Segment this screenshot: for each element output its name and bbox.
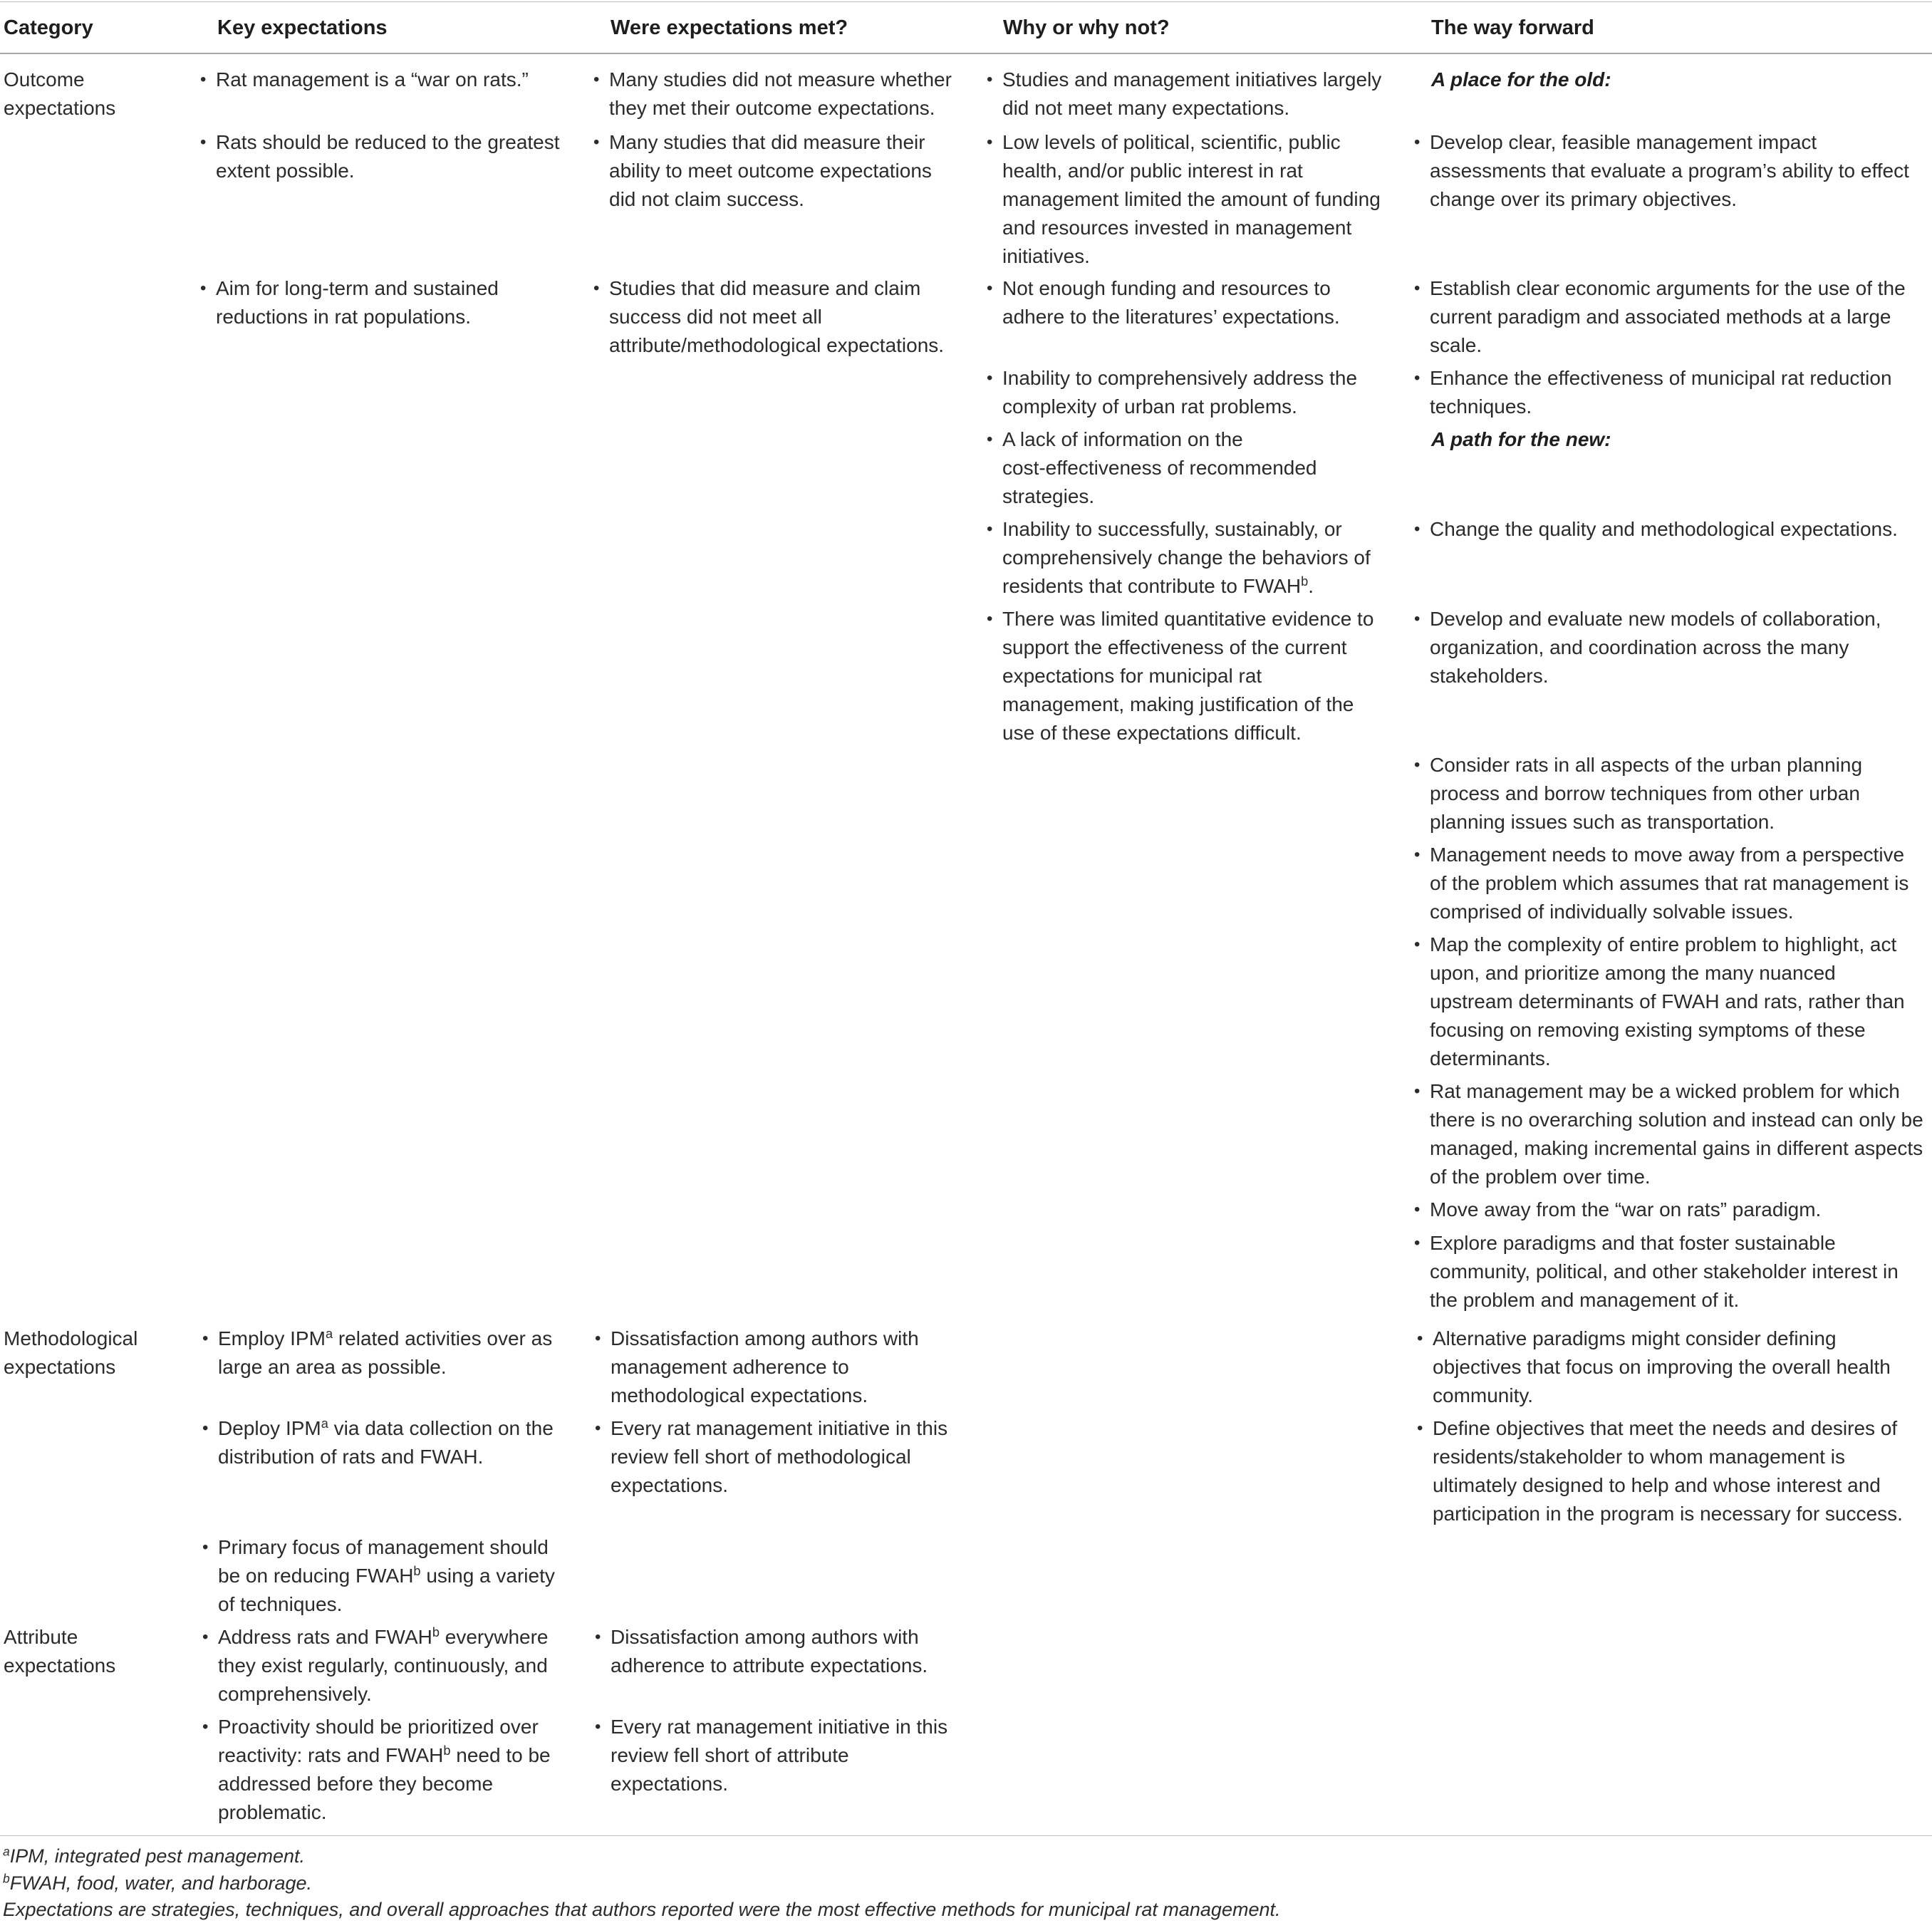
key-expectation-item: • Proactivity should be prioritized over reactivity: rats and FWAH$^b$ need to be addressed before they become problematic. [218,1713,551,1827]
way-forward-item: • Management needs to move away from a perspective of the problem which assumes that rat management is comprised of individually solvable issues. [1430,841,1908,926]
bullet-icon: • [1417,1329,1423,1348]
category-methodological: Methodological expectations [4,1327,138,1378]
bullet-icon: • [595,1419,601,1438]
key-expectation-item: • Rat management is a “war on rats.” [216,66,529,94]
bullet-icon: • [1414,279,1421,298]
way-forward-item: • Develop clear, feasible management impact assessments that evaluate a program’s ability to effect change over its primary objectives. [1430,128,1909,214]
why-item: • A lack of information on the cost-effectiveness of recommended strategies. [1002,425,1316,511]
bullet-icon: • [1414,133,1421,152]
way-forward-item: • Consider rats in all aspects of the urban planning process and borrow techniques from other urban planning issues such as transportation. [1430,751,1862,836]
bullet-icon: • [1414,1233,1421,1253]
bullet-icon: • [987,133,993,152]
why-item: • There was limited quantitative evidence to support the effectiveness of the current expectations for municipal rat management, making justification of the use of these expectations difficult. [1002,605,1373,747]
key-expectation-item: • Aim for long-term and sustained reductions in rat populations. [216,274,499,331]
header-category: Category [4,16,93,39]
bullet-icon: • [202,1329,209,1348]
bullet-icon: • [987,368,993,388]
bullet-icon: • [1414,609,1421,628]
expectation-met-item: • Many studies that did measure their ability to meet outcome expectations did not claim success. [609,128,932,214]
bullet-icon: • [1414,935,1421,954]
way-forward-item: • Move away from the “war on rats” paradigm. [1430,1196,1821,1224]
expectation-met-item: • Studies that did measure and claim success did not meet all attribute/methodological expectations. [609,274,944,360]
bullet-icon: • [1414,368,1421,388]
why-item: • Not enough funding and resources to adhere to the literatures’ expectations. [1002,274,1340,331]
header-key-expectations: Key expectations [217,16,388,39]
footnote-fwah: $^b$FWAH, food, water, and harborage. [3,1871,313,1894]
bullet-icon: • [595,1717,601,1736]
why-item: • Inability to comprehensively address the complexity of urban rat problems. [1002,364,1357,421]
bullet-icon: • [593,279,600,298]
key-expectation-item: • Address rats and FWAH$^b$ everywhere they exist regularly, continuously, and comprehensively. [218,1623,548,1709]
way-forward-item: • Develop and evaluate new models of collaboration, organization, and coordination across the many stakeholders. [1430,605,1881,690]
why-item: • Low levels of political, scientific, public health, and/or public interest in rat management limited the amount of funding and resources invested in management initiatives. [1002,128,1381,271]
bullet-icon: • [200,279,207,298]
expectation-met-item: • Every rat management initiative in this review fell short of methodological expectations. [611,1414,947,1500]
way-forward-item: • Rat management may be a wicked problem for which there is no overarching solution and instead can only be managed, making incremental gains in different aspects of the problem over time. [1430,1077,1923,1191]
key-expectation-item: • Employ IPM$^a$ related activities over as large an area as possible. [218,1325,552,1382]
bullet-icon: • [987,609,993,628]
header-way-forward: The way forward [1431,16,1594,39]
why-item: • Inability to successfully, sustainably, or comprehensively change the behaviors of residents that contribute to FWAH$^b$. [1002,515,1371,601]
bullet-icon: • [1414,1200,1421,1219]
header-expectations-met: Were expectations met? [611,16,848,39]
bullet-icon: • [200,133,207,152]
bullet-icon: • [1414,845,1421,864]
key-expectation-item: • Primary focus of management should be on reducing FWAH$^b$ using a variety of techniques. [218,1533,555,1619]
bullet-icon: • [987,279,993,298]
bullet-icon: • [1414,1082,1421,1101]
footnote-expectations-note: Expectations are strategies, techniques, and overall approaches that authors reported were the most effective methods for municipal rat management. [3,1899,1281,1920]
category-attribute: Attribute expectations [4,1626,116,1676]
bullet-icon: • [593,133,600,152]
bullet-icon: • [1414,755,1421,774]
expectation-met-item: • Many studies did not measure whether they met their outcome expectations. [609,66,952,123]
way-forward-new-heading: A path for the new: [1431,428,1611,450]
bullet-icon: • [202,1627,209,1647]
way-forward-old-heading: A place for the old: [1431,68,1611,90]
category-outcome: Outcome expectations [4,68,116,119]
bullet-icon: • [202,1419,209,1438]
bullet-icon: • [1414,519,1421,539]
bullet-icon: • [595,1329,601,1348]
bullet-icon: • [1417,1419,1423,1438]
expectation-met-item: • Dissatisfaction among authors with adherence to attribute expectations. [611,1623,928,1680]
bullet-icon: • [200,70,207,89]
why-item: • Studies and management initiatives largely did not meet many expectations. [1002,66,1381,123]
header-why: Why or why not? [1003,16,1170,39]
header-bottom-rule [0,53,1932,54]
bullet-icon: • [987,70,993,89]
bullet-icon: • [987,430,993,449]
way-forward-item: • Map the complexity of entire problem to highlight, act upon, and prioritize among the many nuanced upstream determinants of FWAH and rats, rather than focusing on removing existing symptoms of these determinants. [1430,931,1905,1073]
expectation-met-item: • Dissatisfaction among authors with management adherence to methodological expectations. [611,1325,919,1410]
expectation-met-item: • Every rat management initiative in this review fell short of attribute expectations. [611,1713,947,1798]
footnote-ipm: $^a$IPM, integrated pest management. [3,1844,305,1867]
way-forward-item: • Define objectives that meet the needs and desires of residents/stakeholder to whom management is ultimately designed to help and whose interest and participation in the program is necessary for success. [1433,1414,1903,1528]
key-expectation-item: • Deploy IPM$^a$ via data collection on the distribution of rats and FWAH. [218,1414,554,1471]
way-forward-item: • Alternative paradigms might consider defining objectives that focus on improving the overall health community. [1433,1325,1891,1410]
bullet-icon: • [987,519,993,539]
bullet-icon: • [595,1627,601,1647]
key-expectation-item: • Rats should be reduced to the greatest extent possible. [216,128,560,185]
bullet-icon: • [202,1538,209,1557]
way-forward-item: • Establish clear economic arguments for the use of the current paradigm and associated methods at a large scale. [1430,274,1906,360]
way-forward-item: • Explore paradigms and that foster sustainable community, political, and other stakeholder interest in the problem and management of it. [1430,1229,1899,1315]
table-top-rule [0,1,1932,2]
bullet-icon: • [593,70,600,89]
way-forward-item: • Enhance the effectiveness of municipal rat reduction techniques. [1430,364,1892,421]
bullet-icon: • [202,1717,209,1736]
table-bottom-rule [0,1835,1932,1836]
way-forward-item: • Change the quality and methodological expectations. [1430,515,1898,544]
